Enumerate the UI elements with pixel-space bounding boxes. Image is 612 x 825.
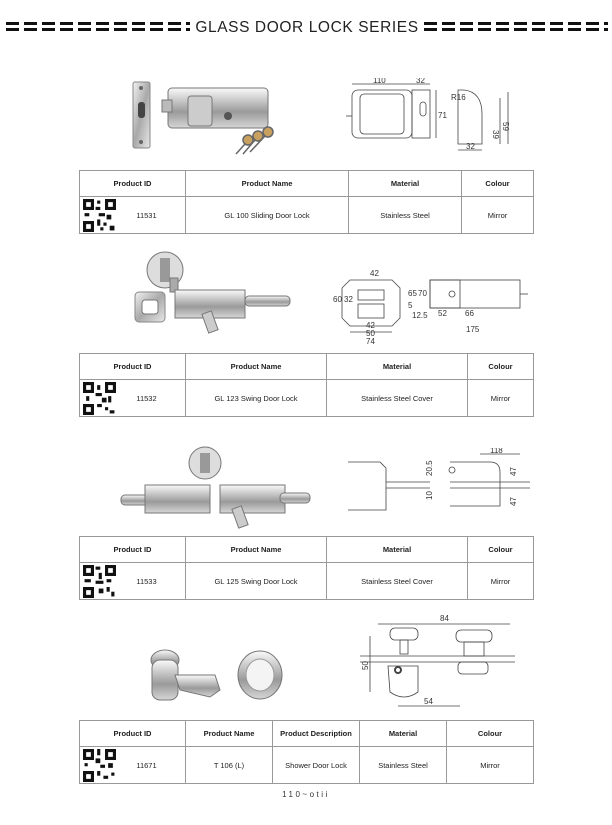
product-id: 11531 <box>136 210 157 220</box>
dim-11532-2: 60 <box>333 295 342 304</box>
col-product-description: Product Description <box>273 721 360 747</box>
spec-table-11533 <box>79 536 534 600</box>
dim-11533-3: 10 <box>425 491 434 500</box>
qr-code-icon <box>83 749 116 782</box>
material: Stainless Steel <box>349 197 462 234</box>
product-id: 11532 <box>136 393 157 403</box>
col-product-id: Product ID <box>80 354 186 380</box>
colour: Mirror <box>468 563 534 600</box>
col-colour: Colour <box>447 721 534 747</box>
table-row <box>80 197 534 234</box>
col-product-id: Product ID <box>80 721 186 747</box>
dim-11532-5: 5 <box>408 301 413 310</box>
col-colour: Colour <box>462 171 534 197</box>
col-product-id: Product ID <box>80 537 186 563</box>
dim-11533-4: 47 <box>509 497 518 506</box>
dim-11532-3: 32 <box>344 295 353 304</box>
qr-code-icon <box>83 199 116 232</box>
product-name: GL 125 Swing Door Lock <box>186 563 327 600</box>
page-number: 110~otii <box>282 790 330 799</box>
dim-11532-9: 42 <box>366 321 375 330</box>
spec-table-11532 <box>79 353 534 417</box>
dim-11531-6: 32 <box>466 142 475 151</box>
dim-11533-0: 118 <box>490 448 503 455</box>
dim-11531-3: R16 <box>451 93 466 102</box>
col-colour: Colour <box>468 537 534 563</box>
col-colour: Colour <box>468 354 534 380</box>
dim-11533-1: 20.5 <box>425 460 434 476</box>
colour: Mirror <box>462 197 534 234</box>
col-material: Material <box>349 171 462 197</box>
product-photo-11533 <box>115 445 315 535</box>
page-title: GLASS DOOR LOCK SERIES <box>195 19 419 36</box>
col-product-name: Product Name <box>186 721 273 747</box>
col-product-name: Product Name <box>186 354 327 380</box>
dim-11531-1: 32 <box>416 78 425 85</box>
product-drawing-11533 <box>340 448 540 520</box>
qr-code-icon <box>83 565 116 598</box>
dim-11671-1: 50 <box>361 661 370 670</box>
col-product-name: Product Name <box>186 171 349 197</box>
dim-11532-8: 66 <box>465 309 474 318</box>
col-material: Material <box>327 537 468 563</box>
dim-11532-6: 12.5 <box>412 311 428 320</box>
material: Stainless Steel Cover <box>327 380 468 417</box>
product-name: GL 123 Swing Door Lock <box>186 380 327 417</box>
dim-11671-0: 84 <box>440 614 449 623</box>
product-drawing-11671 <box>360 612 520 712</box>
product-name: GL 100 Sliding Door Lock <box>186 197 349 234</box>
dim-11531-2: 71 <box>438 111 447 120</box>
product-photo-11531 <box>128 72 278 162</box>
material: Stainless Steel <box>360 747 447 784</box>
spec-table-11531 <box>79 170 534 234</box>
colour: Mirror <box>447 747 534 784</box>
product-name: T 106 (L) <box>186 747 273 784</box>
dim-11532-7: 52 <box>438 309 447 318</box>
page-header <box>0 18 612 42</box>
product-drawing-11531 <box>340 78 540 158</box>
dim-11531-0: 110 <box>373 78 386 85</box>
product-description: Shower Door Lock <box>273 747 360 784</box>
dim-11532-4: 70 <box>418 289 427 298</box>
product-photo-11532 <box>130 250 300 340</box>
header-dashes-left <box>6 22 190 34</box>
product-id: 11671 <box>136 760 157 770</box>
dim-11532-12: 175 <box>466 325 480 334</box>
table-row <box>80 380 534 417</box>
table-row <box>80 747 534 784</box>
dim-11533-2: 47 <box>509 467 518 476</box>
dim-11671-2: 54 <box>424 697 433 706</box>
col-material: Material <box>327 354 468 380</box>
dim-11532-1: 65 <box>408 289 417 298</box>
dim-11531-4: 39 <box>491 130 500 139</box>
header-dashes-right <box>424 22 608 34</box>
colour: Mirror <box>468 380 534 417</box>
product-drawing-11532 <box>330 266 530 346</box>
dim-11532-10: 50 <box>366 329 375 338</box>
product-photo-11671 <box>140 645 290 715</box>
spec-table-11671 <box>79 720 534 784</box>
dim-11531-5: 59 <box>501 122 510 131</box>
product-id: 11533 <box>136 576 157 586</box>
table-row <box>80 563 534 600</box>
col-product-id: Product ID <box>80 171 186 197</box>
qr-code-icon <box>83 382 116 415</box>
col-material: Material <box>360 721 447 747</box>
material: Stainless Steel Cover <box>327 563 468 600</box>
col-product-name: Product Name <box>186 537 327 563</box>
dim-11532-0: 42 <box>370 269 379 278</box>
dim-11532-11: 74 <box>366 337 375 346</box>
